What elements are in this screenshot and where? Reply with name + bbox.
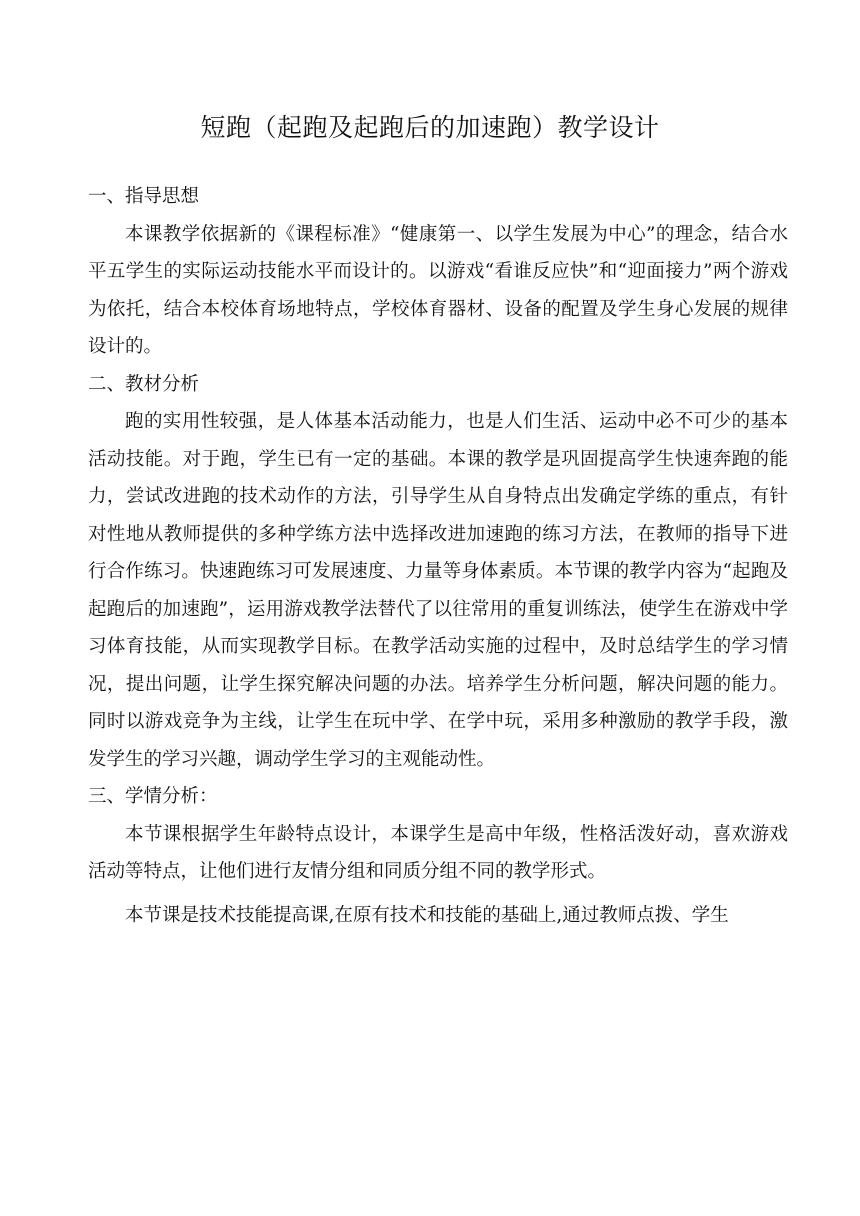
section-heading-student-analysis: 三、学情分析： [88, 786, 218, 807]
paragraph-student-analysis-1: 本节课根据学生年龄特点设计，本课学生是高中年级，性格活泼好动，喜欢游戏活动等特点，让他们进行友情分组和同质分组不同的教学形式。 [88, 823, 788, 882]
paragraph-material-analysis: 跑的实用性较强，是人体基本活动能力，也是人们生活、运动中必不可少的基本活动技能。对于跑，学生已有一定的基础。本课的教学是巩固提高学生快速奔跑的能力，尝试改进跑的技术动作的方法，引导学生从自身特点出发确定学练的重点，有针对性地从教师提供的多种学练方法中选择改进加速跑的练习方法，在教师的指导下进行合作练习。快速跑练习可发展速度、力量等身体素质。本节课的教学内容为“起跑及起跑后的加速跑”，运用游戏教学法替代了以往常用的重复训练法，使学生在游戏中学习体育技能，从而实现教学目标。在教学活动实施的过程中，及时总结学生的学习情况，提出问题，让学生探究解决问题的办法。培养学生分析问题，解决问题的能力。同时以游戏竞争为主线，让学生在玩中学、在学中玩，采用多种激励的教学手段，激发学生的学习兴趣，调动学生学习的主观能动性。 [88, 411, 788, 770]
document-body [88, 178, 788, 934]
section-heading-guiding-thought: 一、指导思想 [88, 186, 200, 207]
section-heading-material-analysis: 二、教材分析 [88, 373, 200, 395]
paragraph-guiding-thought: 本课教学依据新的《课程标准》“健康第一、以学生发展为中心”的理念，结合水平五学生的实际运动技能水平而设计的。以游戏“看谁反应快”和“迎面接力”两个游戏为依托，结合本校体育场地特点，学校体育器材、设备的配置及学生身心发展的规律设计的。 [88, 223, 788, 357]
document-title: 短跑（起跑及起跑后的加速跑）教学设计 [200, 113, 660, 142]
paragraph-student-analysis-2: 本节课是技术技能提高课,在原有技术和技能的基础上,通过教师点拨、学生 [125, 904, 729, 926]
